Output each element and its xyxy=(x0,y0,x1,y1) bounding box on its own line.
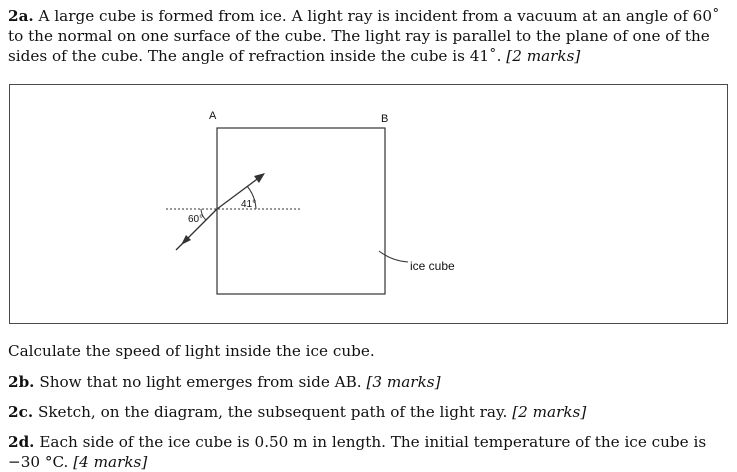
cube-leader-line xyxy=(379,251,408,262)
marks: [2 marks] xyxy=(512,403,587,421)
question-2c xyxy=(8,402,730,422)
refracted-arrowhead xyxy=(254,173,265,183)
marks: [2 marks] xyxy=(506,47,581,65)
refraction-angle-label: 41° xyxy=(241,199,257,210)
question-text: A large cube is formed from ice. A light ray is incident from a vacuum at an angle of 60˚ to the normal on one surface of the cube. The light ray is parallel to the plane of one of the sides of the cube. The angle of refraction inside the cube is 41˚. xyxy=(8,7,720,65)
question-text: Sketch, on the diagram, the subsequent path of the light ray. xyxy=(37,403,508,421)
question-2a-prompt: Calculate the speed of light inside the ice cube. xyxy=(8,342,375,360)
incident-angle-label: 60° xyxy=(188,214,204,225)
question-number: 2d. xyxy=(8,433,35,451)
question-2b xyxy=(8,372,730,392)
marks: [3 marks] xyxy=(366,373,441,391)
question-2d xyxy=(8,432,730,472)
marks: [4 marks] xyxy=(73,453,148,471)
ice-cube-diagram xyxy=(10,85,727,323)
diagram-frame xyxy=(9,84,728,324)
ice-cube-square xyxy=(217,128,385,294)
question-text: Each side of the ice cube is 0.50 m in length. The initial temperature of the ice cube is −30 °C. xyxy=(8,433,707,471)
ice-cube-label: ice cube xyxy=(410,259,455,273)
question-2a xyxy=(8,6,730,66)
question-number: 2c. xyxy=(8,403,34,421)
question-number: 2b. xyxy=(8,373,35,391)
question-text: Show that no light emerges from side AB. xyxy=(39,373,362,391)
corner-a-label: A xyxy=(209,110,217,122)
question-number: 2a. xyxy=(8,7,34,25)
corner-b-label: B xyxy=(381,113,389,125)
